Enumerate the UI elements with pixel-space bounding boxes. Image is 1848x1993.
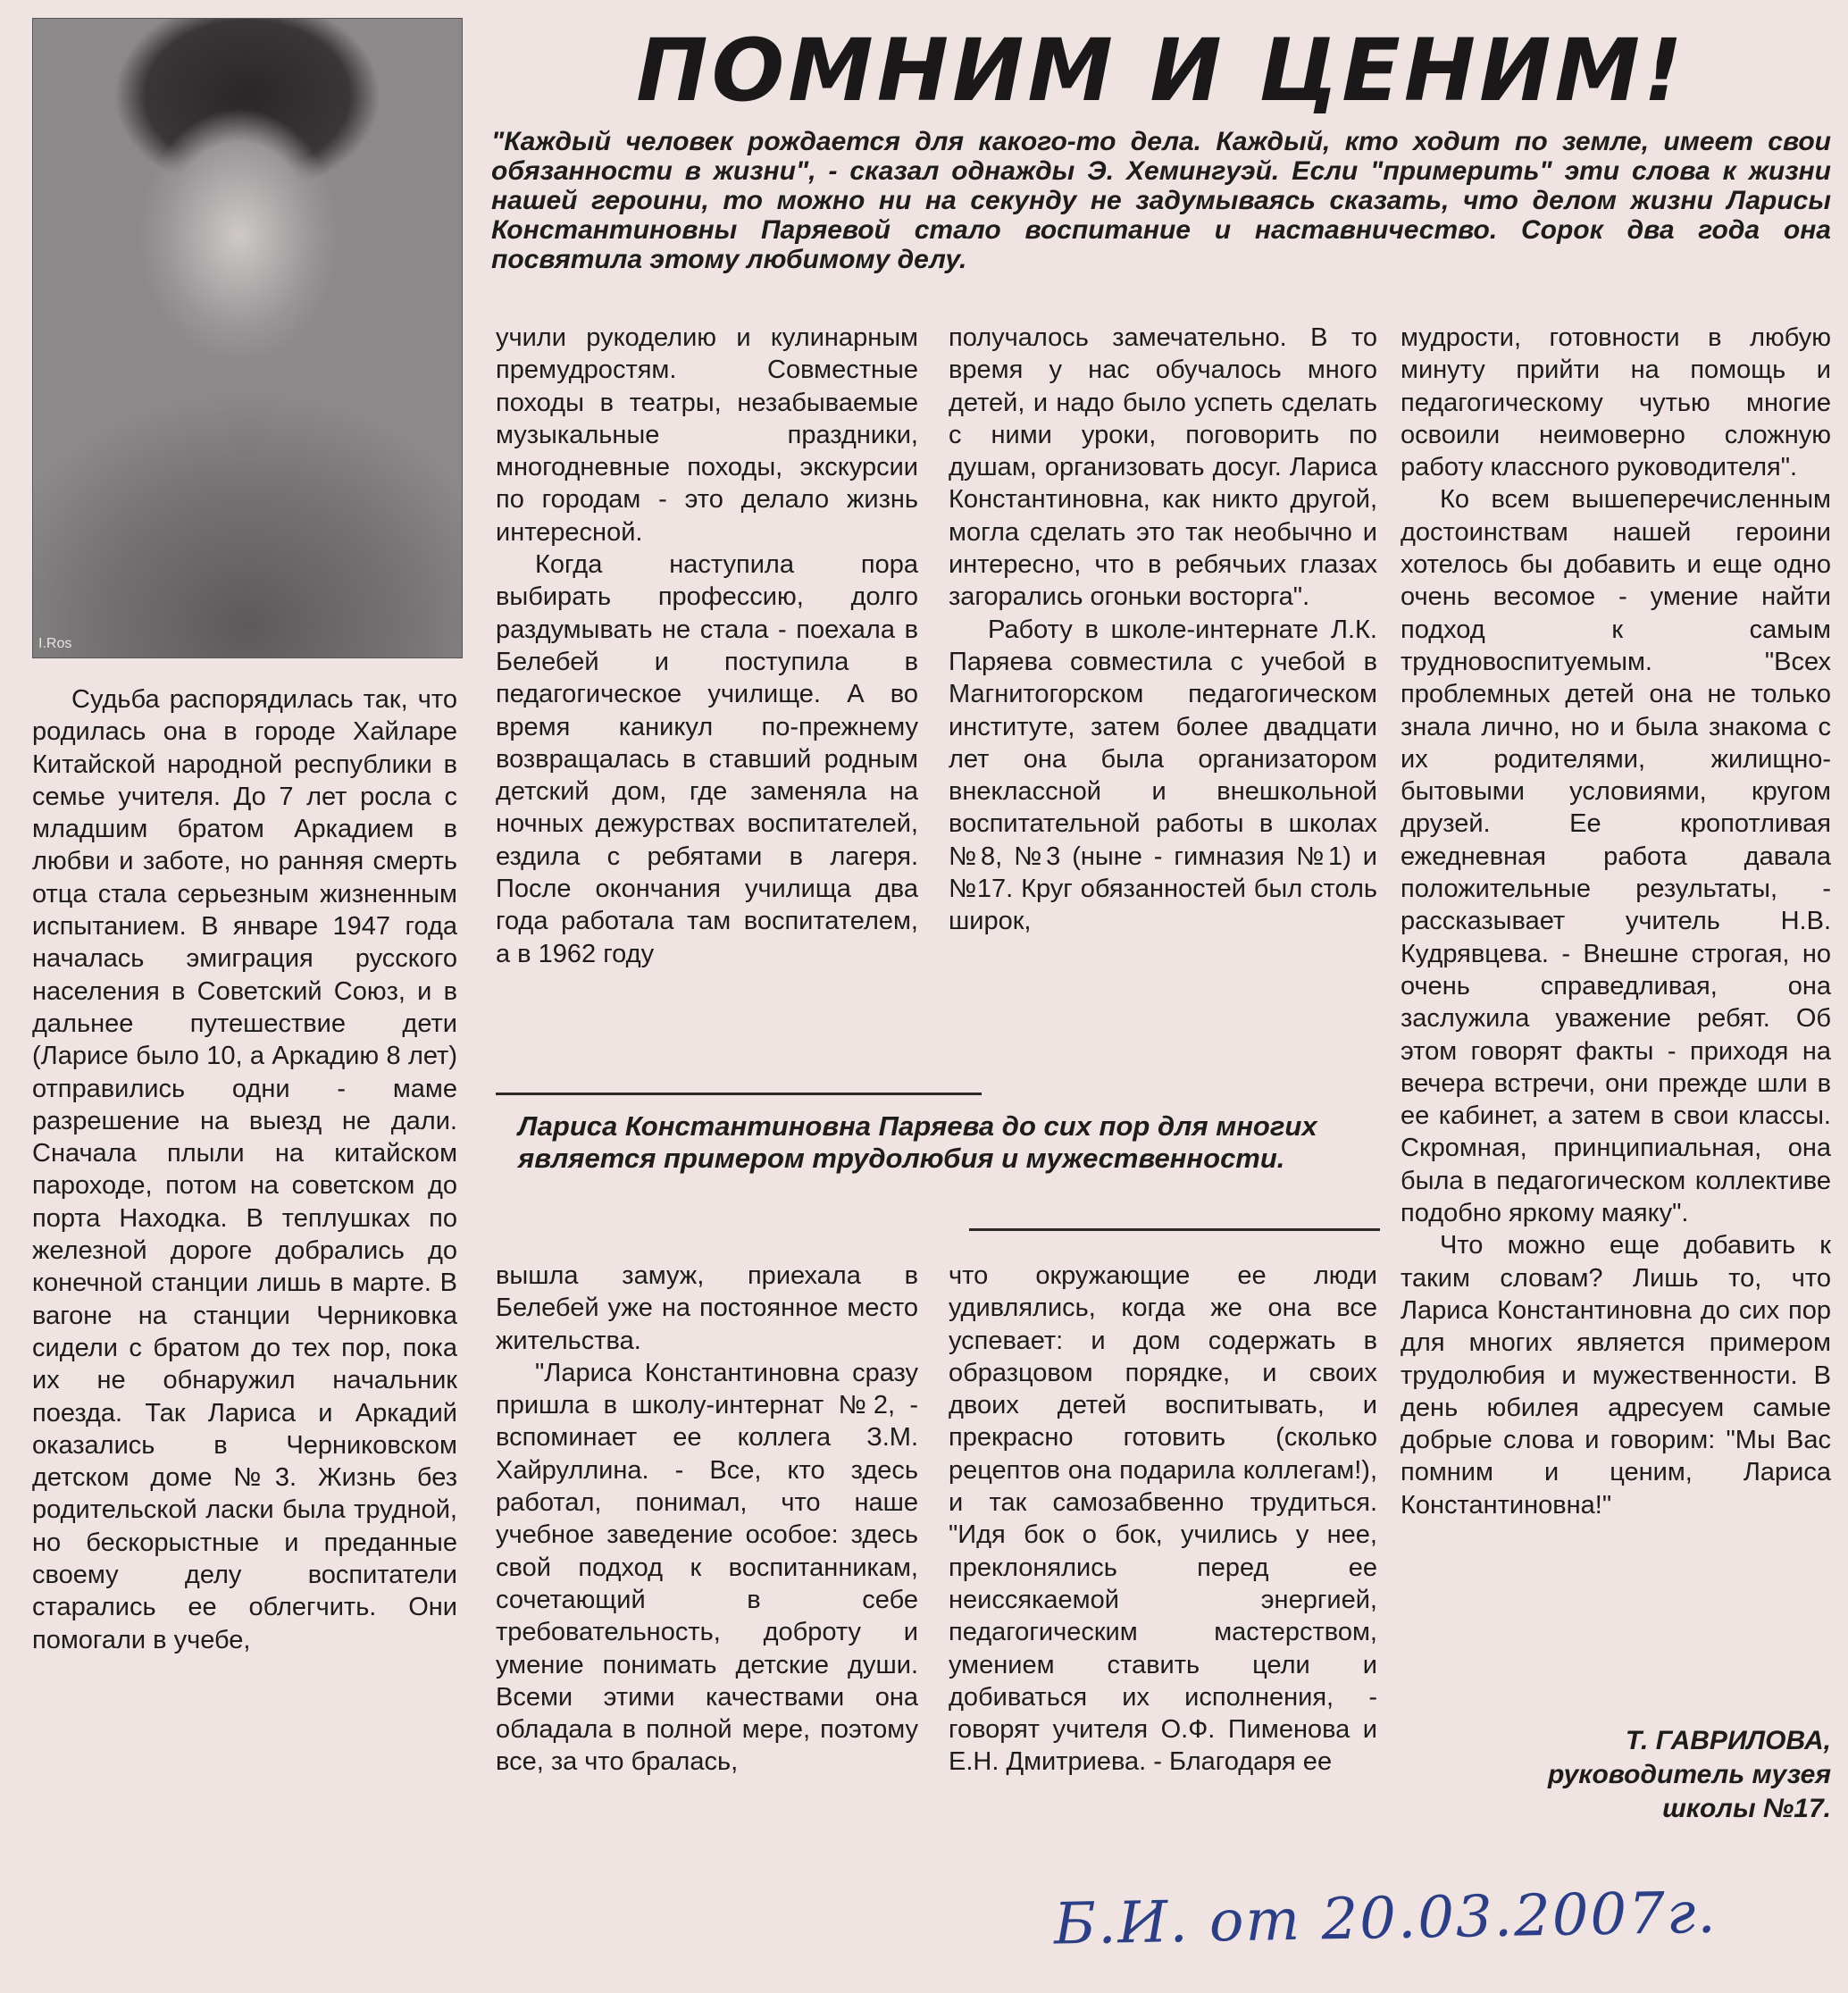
paragraph: что окружающие ее люди удивлялись, когда же она все успевает: и дом содержать в образцовом порядке, и своих двоих детей воспитывать, и прекрасно готовить (сколько рецептов она подарила коллегам!), и так самозабвенно трудиться. "Идя бок о бок, учились у нее, преклонялись перед ее неиссякаемой энергией, педагогическим мастерством, умением ставить цели и добиваться их исполнения, - говорят учителя О.Ф. Пименова и Е.Н. Дмитриева. - Благодаря ее bbox=[949, 1261, 1377, 1777]
column-1 bbox=[32, 683, 457, 1656]
column-2-bottom bbox=[496, 1260, 918, 1779]
author-school: школы №17. bbox=[1662, 1794, 1831, 1823]
paragraph: Что можно еще добавить к таким словам? Лишь то, что Лариса Константиновна до сих пор для многих является примером трудолюбия и мужественности. В день юбилея адресуем самые добрые слова и говорим: "Мы Вас помним и ценим, Лариса Константиновна!" bbox=[1401, 1231, 1831, 1520]
paragraph: "Лариса Константиновна сразу пришла в школу-интернат №2, - вспоминает ее коллега З.М. Хайруллина. - Все, кто здесь работал, понимал, что наше учебное заведение особое: здесь свой подход к воспитанникам, сочетающий в себе требовательность, доброту и умение понимать детские души. Всеми этими качествами она обладала в полной мере, поэтому все, за что бралась, bbox=[496, 1358, 918, 1777]
paragraph: Ко всем вышеперечисленным достоинствам нашей героини хотелось бы добавить и еще одно очень весомое - умение найти подход к самым трудновоспитуемым. "Всех проблемных детей она не только знала лично, но и была знакома с их родителями, жилищно-бытовыми условиями, кругом друзей. Ее кропотливая ежедневная работа давала положительные результаты, - рассказывает учитель Н.В. Кудрявцева. - Внешне строгая, но очень справедливая, она заслужила уважение ребят. Об этом говорят факты - приходя на вечера встречи, они прежде шли в ее кабинет, а затем в свои классы. Скромная, принципиальная, она была в педагогическом коллективе подобно яркому маяку". bbox=[1401, 485, 1831, 1228]
column-3-top bbox=[949, 322, 1377, 938]
author-name: Т. ГАВРИЛОВА, bbox=[1625, 1726, 1831, 1755]
author-signature bbox=[1402, 1724, 1831, 1826]
callout-rule-bottom bbox=[969, 1228, 1380, 1231]
paragraph: получалось замечательно. В то время у нас обучалось много детей, и надо было успеть сделать с ними уроки, поговорить по душам, организовать досуг. Лариса Константиновна, как никто другой, могла сделать это так необычно и интересно, что в ребячьих глазах загорались огоньки восторга". bbox=[949, 323, 1377, 612]
handwritten-date-note: Б.И. от 20.03.2007г. bbox=[1053, 1880, 1718, 1958]
column-3-bottom bbox=[949, 1260, 1377, 1779]
author-role: руководитель музея bbox=[1548, 1760, 1831, 1789]
portrait-photo bbox=[32, 18, 463, 658]
paragraph: мудрости, готовности в любую минуту прийти на помощь и педагогическому чутью многие освоили неимоверно сложную работу классного руководителя". bbox=[1401, 323, 1831, 482]
article-title: ПОМНИМ И ЦЕНИМ! bbox=[636, 21, 1686, 121]
column-4 bbox=[1401, 322, 1831, 1521]
column-2-top bbox=[496, 322, 918, 970]
paragraph: Судьба распорядилась так, что родилась она в городе Хайларе Китайской народной республики в семье учителя. До 7 лет росла с младшим братом Аркадием в любви и заботе, но ранняя смерть отца стала серьезным жизненным испытанием. В январе 1947 года началась эмиграция русского населения в Советский Союз, и в дальнее путешествие дети (Ларисе было 10, а Аркадию 8 лет) отправились одни - маме разрешение на выезд не дали. Сначала плыли на китайском пароходе, потом на советском до порта Находка. В теплушках по железной дороге добрались до конечной станции лишь в марте. В вагоне на станции Черниковка сидели с братом до тех пор, пока их не обнаружил начальник поезда. Так Лариса и Аркадий оказались в Черниковском детском доме №3. Жизнь без родительской ласки была трудной, но бескорыстные и преданные своему делу воспитатели старались ее облегчить. Они помогали в учебе, bbox=[32, 685, 457, 1654]
callout-rule-top bbox=[496, 1093, 982, 1095]
paragraph: учили рукоделию и кулинарным премудростям. Совместные походы в театры, незабываемые музыкальные праздники, многодневные походы, экскурсии по городам - это делало жизнь интересной. bbox=[496, 323, 918, 547]
paragraph: вышла замуж, приехала в Белебей уже на постоянное место жительства. bbox=[496, 1261, 918, 1355]
pull-quote: Лариса Константиновна Паряева до сих пор для многих является примером трудолюбия и мужественности. bbox=[518, 1110, 1317, 1174]
paragraph: Когда наступила пора выбирать профессию, долго раздумывать не стала - поехала в Белебей и поступила в педагогическое училище. А во время каникул по-прежнему возвращалась в ставший родным детский дом, где заменяла на ночных дежурствах воспитателей, ездила с ребятами в лагеря. После окончания училища два года работала там воспитателем, а в 1962 году bbox=[496, 550, 918, 968]
article-lead: "Каждый человек рождается для какого-то дела. Каждый, кто ходит по земле, имеет свои обязанности в жизни", - сказал однажды Э. Хемингуэй. Если "примерить" эти слова к жизни нашей героини, то можно ни на секунду не задумываясь сказать, что делом жизни Ларисы Константиновны Паряевой стало воспитание и наставничество. Сорок два года она посвятила этому любимому делу. bbox=[491, 127, 1831, 274]
paragraph: Работу в школе-интернате Л.К. Паряева совместила с учебой в Магнитогорском педагогическом институте, затем более двадцати лет она была организатором внеклассной и внешкольной воспитательной работы в школах №8, №3 (ныне - гимназия №1) и №17. Круг обязанностей был столь широк, bbox=[949, 615, 1377, 936]
photo-credit: I.Ros bbox=[38, 636, 72, 651]
